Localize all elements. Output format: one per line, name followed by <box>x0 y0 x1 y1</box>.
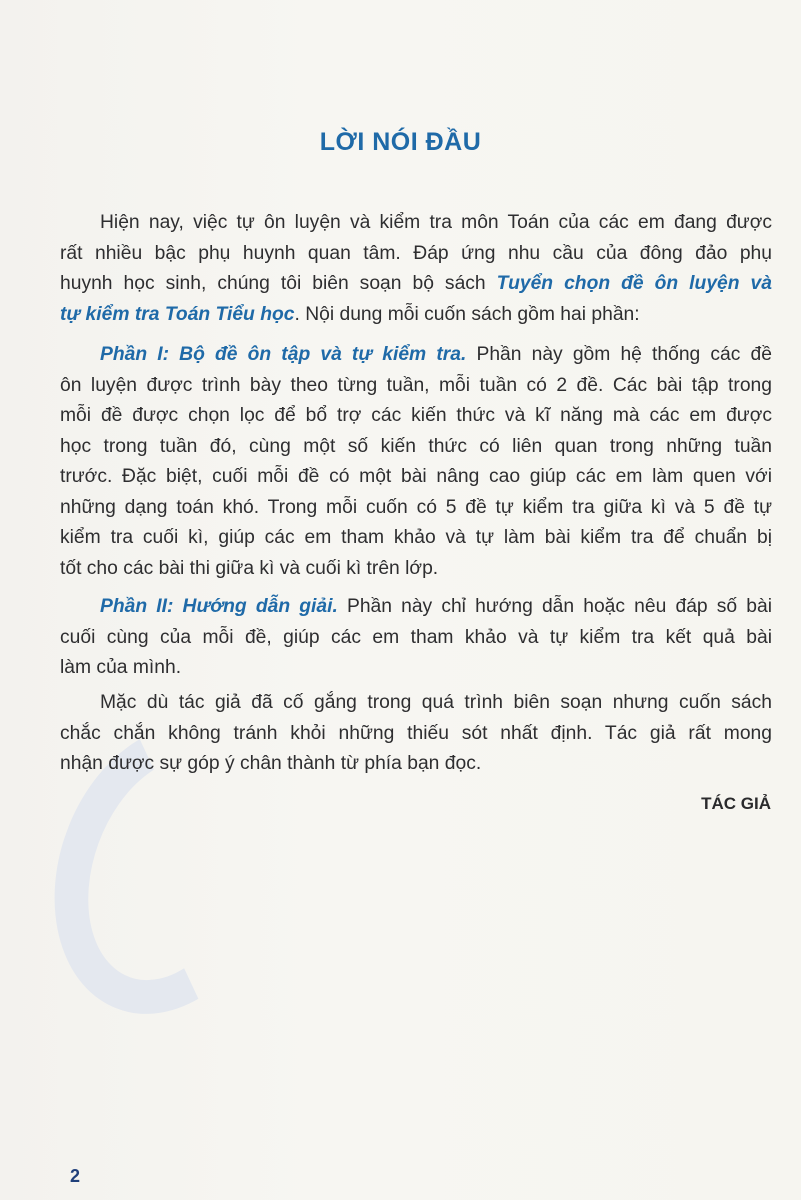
part2-line: cuối cùng của mỗi đề, giúp các em tham khảo và tự kiểm tra kết quả bài <box>60 626 772 648</box>
part2-paragraph <box>60 592 772 684</box>
closing-line: Mặc dù tác giả đã cố gắng trong quá trình biên soạn nhưng cuốn sách <box>100 692 772 713</box>
book-title: tự kiểm tra Toán Tiểu học <box>60 303 295 325</box>
page-number: 2 <box>70 1166 81 1186</box>
page-title: LỜI NÓI ĐẦU <box>319 128 482 156</box>
intro-line: Hiện nay, việc tự ôn luyện và kiểm tra môn Toán của các em đang được <box>100 212 772 233</box>
intro-line <box>60 269 772 300</box>
book-title: Tuyển chọn đề ôn luyện và <box>496 273 772 294</box>
part2-line: làm của mình. <box>60 657 182 678</box>
intro-text: huynh học sinh, chúng tôi biên soạn bộ sách <box>60 273 497 294</box>
part1-line: mỗi đề được chọn lọc để bổ trợ các kiến thức và kĩ năng mà các em được <box>60 405 772 426</box>
author-signature: TÁC GIẢ <box>701 794 771 813</box>
part1-line: tốt cho các bài thi giữa kì và cuối kì trên lớp. <box>60 557 439 579</box>
intro-line <box>60 300 772 331</box>
part1-line: trước. Đặc biệt, cuối mỗi đề có một bài nâng cao giúp các em làm quen với <box>60 466 772 487</box>
intro-text: . Nội dung mỗi cuốn sách gồm hai phần: <box>294 303 640 325</box>
intro-paragraph <box>60 208 772 330</box>
part2-heading: Phần II: Hướng dẫn giải. <box>100 596 338 617</box>
part1-line: ôn luyện được trình bày theo từng tuần, mỗi tuần có 2 đề. Các bài tập trong <box>60 374 772 396</box>
intro-line: rất nhiều bậc phụ huynh quan tâm. Đáp ứng nhu cầu của đông đảo phụ <box>60 242 772 264</box>
part1-line: kiểm tra cuối kì, giúp các em tham khảo và tự làm bài kiểm tra để chuẩn bị <box>60 527 772 548</box>
closing-line: chắc chắn không tránh khỏi những thiếu sót nhất định. Tác giả rất mong <box>60 722 772 744</box>
closing-paragraph <box>60 688 772 780</box>
part1-heading: Phần I: Bộ đề ôn tập và tự kiểm tra. <box>100 344 467 365</box>
closing-line: nhận được sự góp ý chân thành từ phía bạn đọc. <box>60 753 482 774</box>
part2-line <box>60 592 772 623</box>
part1-paragraph <box>60 340 772 584</box>
part1-line: những dạng toán khó. Trong mỗi cuốn có 5 đề tự kiểm tra giữa kì và 5 đề tự <box>60 496 772 518</box>
part1-line <box>60 340 772 371</box>
part2-text: Phần này chỉ hướng dẫn hoặc nêu đáp số bài <box>337 596 772 617</box>
part1-text: Phần này gồm hệ thống các đề <box>466 344 772 365</box>
part1-line: học trong tuần đó, cùng một số kiến thức có liên quan trong những tuần <box>60 435 772 457</box>
